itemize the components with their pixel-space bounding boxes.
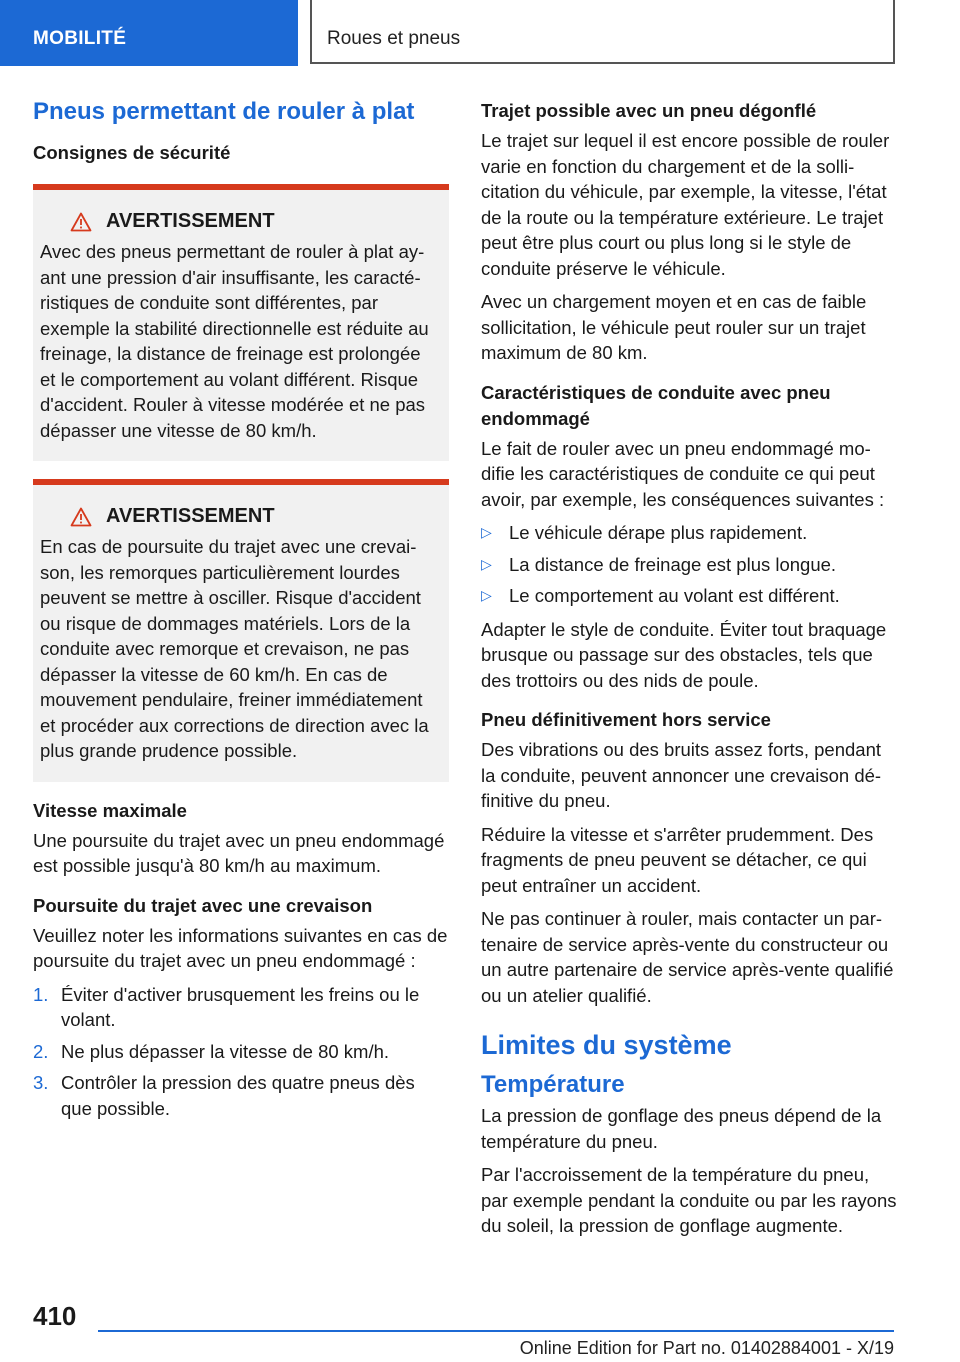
- bullet-text: La distance de freinage est plus longue.: [509, 553, 837, 575]
- list-item: [33, 1039, 449, 1065]
- warning-box: [33, 479, 449, 782]
- section-tab[interactable]: MOBILITÉ: [0, 0, 298, 66]
- warning-label: AVERTISSEMENT: [106, 210, 275, 232]
- step-text: Ne plus dépasser la vitesse de 80 km/h.: [61, 1040, 390, 1062]
- safety-heading: Consignes de sécurité: [33, 142, 231, 163]
- warning-text: Avec des pneus permettant de rouler à plat ayant une pression d'air insuffisante, les caractéristiques de conduite sont différentes, par exemple la stabilité directionnelle est réduite au freinage, la distance de freinage est prolongée et le comportement au volant différent. Risque d'accident. Rouler à vitesse modérée et ne pas dépasser une vitesse de 80 km/h.: [40, 241, 429, 441]
- step-text: Éviter d'activer brusquement les freins ou le volant.: [61, 983, 420, 1030]
- list-item: [481, 552, 897, 578]
- warning-text: En cas de poursuite du trajet avec une crevaison, les remorques particulièrement lourdes peuvent se mettre à osciller. Risque d'accident ou risque de dommages matériels. Lors de la conduite avec remorque et crevaison, ne pas dépasser la vitesse de 60 km/h. En cas de mouvement pendulaire, freiner immédiatement et procéder aux corrections de direction avec la plus grande prudence possible.: [40, 536, 429, 761]
- puncture-intro: Veuillez noter les informations suivantes en cas de poursuite du trajet avec un pneu endommagé :: [33, 924, 448, 971]
- temperature-text: Par l'accroissement de la température du pneu, par exemple pendant la conduite ou par les rayons du soleil, la pression de gonflage augmente.: [481, 1164, 897, 1236]
- range-text: Le trajet sur lequel il est encore possible de rouler varie en fonction du chargement et de la sollicitation du véhicule, par exemple, la vitesse, l'état de la route ou la température extérieure. Le trajet peut être plus court ou plus long si le style de conduite préserve le véhicule.: [481, 130, 890, 279]
- footer-divider: [98, 1330, 894, 1332]
- edition-note: Online Edition for Part no. 01402884001 - X/19: [519, 1338, 894, 1358]
- right-column: [481, 98, 897, 1247]
- left-column: [33, 98, 449, 1129]
- step-number: 1.: [33, 983, 49, 1005]
- out-of-service-text: Des vibrations ou des bruits assez forts, pendant la conduite, peuvent annoncer une crevaison définitive du pneu.: [481, 739, 882, 811]
- damaged-intro: Le fait de rouler avec un pneu endommagé modifie les caractéristiques de conduite ce qui peut avoir, par exemple, les conséquences suivantes :: [481, 437, 885, 510]
- warning-box: [33, 184, 449, 461]
- out-of-service-heading: Pneu définitivement hors service: [481, 709, 771, 730]
- step-text: Contrôler la pression des quatre pneus dès que possible.: [61, 1072, 415, 1119]
- bullet-triangle-icon: ▷: [481, 587, 492, 603]
- list-item: [33, 1070, 449, 1121]
- page-number: 410: [33, 1301, 77, 1331]
- chapter-tab[interactable]: Roues et pneus: [310, 0, 895, 64]
- list-item: [481, 520, 897, 546]
- limits-title: Limites du système: [481, 1030, 732, 1060]
- warning-triangle-icon: [70, 507, 92, 527]
- bullet-triangle-icon: ▷: [481, 555, 492, 572]
- bullet-triangle-icon: ▷: [481, 524, 492, 540]
- section-title: Pneus permettant de rouler à plat: [33, 98, 415, 125]
- range-text: Avec un chargement moyen et en cas de faible sollicitation, le véhicule peut rouler sur un trajet maximum de 80 km.: [481, 291, 867, 363]
- out-of-service-text: Ne pas continuer à rouler, mais contacter un partenaire de service après-vente du constructeur ou un autre partenaire de service après-vente qualifié ou un atelier qualifié.: [481, 908, 894, 1006]
- warning-triangle-icon: [70, 212, 92, 232]
- out-of-service-text: Réduire la vitesse et s'arrêter prudemment. Des fragments de pneu peuvent se détacher, ce qui peut entraîner un accident.: [481, 823, 874, 896]
- damaged-outro: Adapter le style de conduite. Éviter tout braquage brusque ou passage sur des obstacles, tels que des trottoirs ou des nids de poule.: [481, 618, 887, 691]
- step-number: 2.: [33, 1040, 49, 1062]
- bullet-text: Le véhicule dérape plus rapidement.: [509, 522, 808, 543]
- max-speed-heading: Vitesse maximale: [33, 799, 187, 821]
- list-item: [33, 982, 449, 1033]
- warning-title: [40, 210, 439, 233]
- puncture-heading: Poursuite du trajet avec une crevaison: [33, 894, 373, 916]
- bullet-text: Le comportement au volant est différent.: [509, 585, 840, 606]
- puncture-steps: [33, 982, 449, 1122]
- max-speed-text: Une poursuite du trajet avec un pneu endommagé est possible jusqu'à 80 km/h au maximum.: [33, 829, 445, 876]
- consequence-list: [481, 520, 897, 609]
- warning-label: AVERTISSEMENT: [106, 505, 275, 527]
- page-header: [0, 0, 960, 66]
- step-number: 3.: [33, 1072, 49, 1093]
- range-heading: Trajet possible avec un pneu dégonflé: [481, 100, 817, 121]
- temperature-heading: Température: [481, 1071, 625, 1098]
- damaged-heading: Caractéristiques de conduite avec pneu endommagé: [481, 381, 831, 429]
- warning-title: [40, 505, 439, 528]
- list-item: [481, 583, 897, 609]
- temperature-text: La pression de gonflage des pneus dépend de la température du pneu.: [481, 1105, 882, 1152]
